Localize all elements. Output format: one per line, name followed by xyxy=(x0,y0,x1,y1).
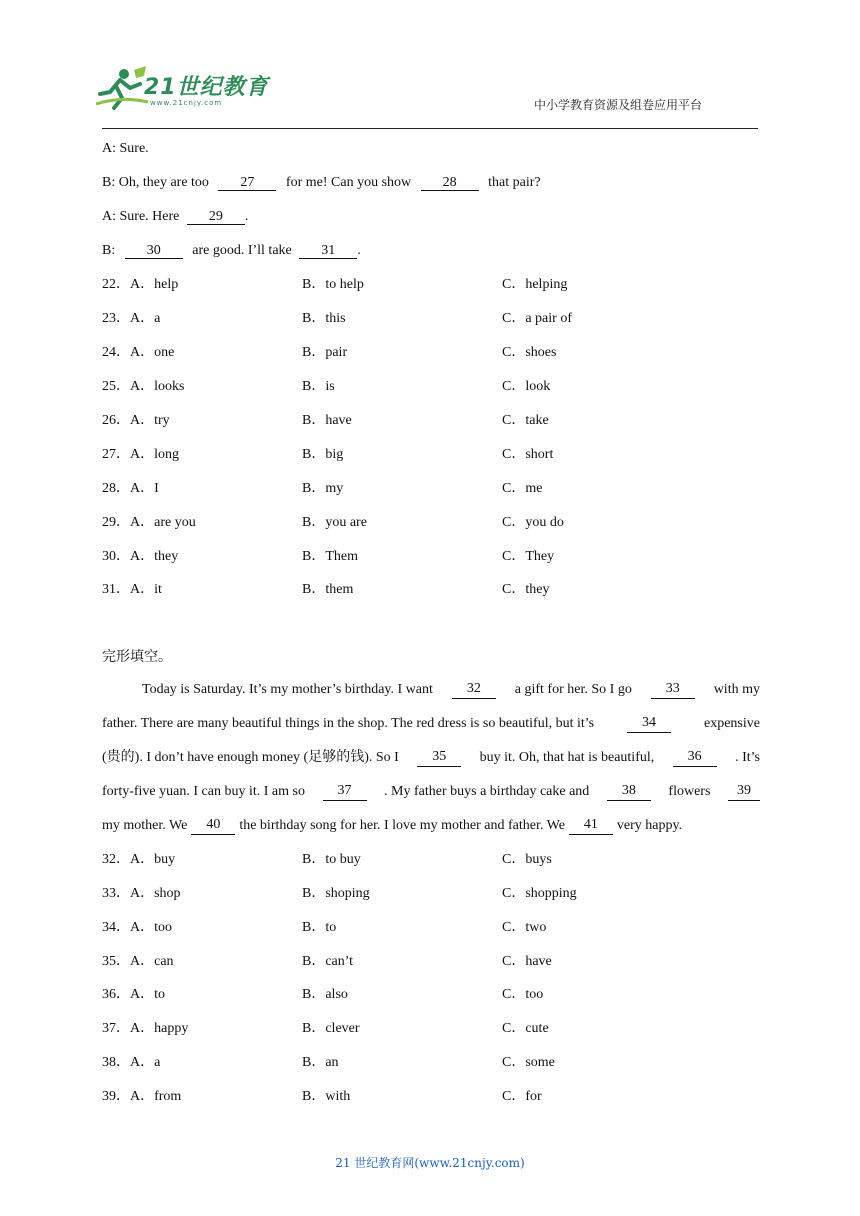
dialogue-line-4 xyxy=(102,242,361,260)
option-c[interactable]: C．cute xyxy=(502,1021,549,1036)
blank-36[interactable]: 36 xyxy=(673,749,717,767)
blank-31[interactable]: 31 xyxy=(299,243,357,259)
option-a[interactable]: 35．A．can xyxy=(102,954,174,969)
passage-text: the birthday song for her. I love my mother and father. We xyxy=(239,818,565,833)
blank-28[interactable]: 28 xyxy=(421,175,479,191)
option-b[interactable]: B．with xyxy=(302,1089,351,1104)
option-a[interactable]: 25．A．looks xyxy=(102,379,185,394)
option-a[interactable]: 24．A．one xyxy=(102,345,175,360)
question-32 xyxy=(102,851,762,869)
passage-line-2 xyxy=(102,715,760,733)
option-b[interactable]: B．clever xyxy=(302,1021,360,1036)
platform-label: 中小学教育资源及组卷应用平台 xyxy=(533,98,702,112)
passage-text: (贵的). I don’t have enough money (足够的钱). So I xyxy=(102,750,399,765)
logo-url: www.21cnjy.com xyxy=(150,99,223,107)
passage-text: with my xyxy=(713,682,760,697)
option-c[interactable]: C．they xyxy=(502,582,550,597)
passage-text: forty-five yuan. I can buy it. I am so xyxy=(102,784,305,799)
option-a[interactable]: 27．A．long xyxy=(102,447,179,462)
passage-text: expensive xyxy=(704,716,760,731)
option-b[interactable]: B．them xyxy=(302,582,354,597)
option-a[interactable]: 38．A．a xyxy=(102,1055,161,1070)
header-divider xyxy=(102,128,758,129)
option-c[interactable]: C．take xyxy=(502,413,549,428)
option-b[interactable]: B．pair xyxy=(302,345,348,360)
question-23 xyxy=(102,310,762,328)
option-c[interactable]: C．for xyxy=(502,1089,542,1104)
option-b[interactable]: B．have xyxy=(302,413,352,428)
option-c[interactable]: C．you do xyxy=(502,515,564,530)
option-c[interactable]: C．look xyxy=(502,379,551,394)
passage-text: . It’s xyxy=(735,750,760,765)
dialogue-text: B: xyxy=(102,243,119,258)
question-34 xyxy=(102,919,762,937)
option-b[interactable]: B．an xyxy=(302,1055,339,1070)
dialogue-text: that pair? xyxy=(484,175,541,190)
question-26 xyxy=(102,412,762,430)
option-a[interactable]: 22．A．help xyxy=(102,277,179,292)
passage-line-4 xyxy=(102,783,760,801)
dialogue-text: are good. I’ll take xyxy=(188,243,296,258)
option-c[interactable]: C．shoes xyxy=(502,345,557,360)
option-b[interactable]: B．this xyxy=(302,311,346,326)
option-a[interactable]: 28．A．I xyxy=(102,481,159,496)
question-33 xyxy=(102,885,762,903)
blank-41[interactable]: 41 xyxy=(569,817,613,835)
option-a[interactable]: 30．A．they xyxy=(102,549,179,564)
dialogue-text: B: Oh, they are too xyxy=(102,175,213,190)
option-c[interactable]: C．too xyxy=(502,987,544,1002)
blank-27[interactable]: 27 xyxy=(218,175,276,191)
question-29 xyxy=(102,514,762,532)
blank-37[interactable]: 37 xyxy=(323,783,367,801)
dialogue-text: . xyxy=(357,243,361,258)
option-c[interactable]: C．two xyxy=(502,920,547,935)
option-a[interactable]: 39．A．from xyxy=(102,1089,182,1104)
passage-text: very happy. xyxy=(616,818,683,833)
passage-line-3 xyxy=(102,749,760,767)
option-b[interactable]: B．you are xyxy=(302,515,367,530)
passage-text: a gift for her. So I go xyxy=(514,682,632,697)
dialogue-text: A: Sure. Here xyxy=(102,209,183,224)
option-c[interactable]: C．short xyxy=(502,447,554,462)
option-b[interactable]: B．to xyxy=(302,920,337,935)
passage-text: father. There are many beautiful things in the shop. The red dress is so beautiful, but it’s xyxy=(102,716,595,731)
option-b[interactable]: B．also xyxy=(302,987,348,1002)
passage-text: buy it. Oh, that hat is beautiful, xyxy=(479,750,655,765)
blank-32[interactable]: 32 xyxy=(452,681,496,699)
option-b[interactable]: B．can’t xyxy=(302,954,354,969)
option-c[interactable]: C．buys xyxy=(502,852,552,867)
question-38 xyxy=(102,1054,762,1072)
dialogue-line-1 xyxy=(102,140,149,158)
question-25 xyxy=(102,378,762,396)
option-b[interactable]: B．is xyxy=(302,379,335,394)
passage-line-1 xyxy=(142,681,760,699)
passage-text: . My father buys a birthday cake and xyxy=(384,784,590,799)
option-a[interactable]: 23．A．a xyxy=(102,311,161,326)
option-c[interactable]: C．helping xyxy=(502,277,568,292)
question-36 xyxy=(102,986,762,1004)
dialogue-text: for me! Can you show xyxy=(282,175,415,190)
blank-38[interactable]: 38 xyxy=(607,783,651,801)
dialogue-line-2 xyxy=(102,174,541,192)
site-logo xyxy=(96,66,269,116)
blank-29[interactable]: 29 xyxy=(187,209,245,225)
passage-line-5 xyxy=(102,817,760,835)
dialogue-text: . xyxy=(244,209,249,224)
question-27 xyxy=(102,446,762,464)
option-a[interactable]: 31．A．it xyxy=(102,582,162,597)
question-35 xyxy=(102,953,762,971)
option-b[interactable]: B．Them xyxy=(302,549,358,564)
option-c[interactable]: C．They xyxy=(502,549,555,564)
option-c[interactable]: C．me xyxy=(502,481,543,496)
question-39 xyxy=(102,1088,762,1106)
option-a[interactable]: 34．A．too xyxy=(102,920,172,935)
option-a[interactable]: 36．A．to xyxy=(102,987,165,1002)
option-a[interactable]: 26．A．try xyxy=(102,413,170,428)
question-30 xyxy=(102,548,762,566)
runner-icon xyxy=(96,66,148,110)
option-b[interactable]: B．my xyxy=(302,481,344,496)
option-b[interactable]: B．big xyxy=(302,447,344,462)
option-a[interactable]: 33．A．shop xyxy=(102,886,181,901)
section-title: 完形填空。 xyxy=(102,649,172,665)
option-c[interactable]: C．a pair of xyxy=(502,311,572,326)
option-b[interactable]: B．to help xyxy=(302,277,364,292)
option-c[interactable]: C．shopping xyxy=(502,886,577,901)
page-footer[interactable]: 21 世纪教育网(www.21cnjy.com) xyxy=(335,1156,525,1170)
blank-33[interactable]: 33 xyxy=(651,681,695,699)
option-c[interactable]: C．have xyxy=(502,954,552,969)
blank-34[interactable]: 34 xyxy=(627,715,671,733)
blank-40[interactable]: 40 xyxy=(191,817,235,835)
question-24 xyxy=(102,344,762,362)
option-c[interactable]: C．some xyxy=(502,1055,555,1070)
option-b[interactable]: B．to buy xyxy=(302,852,361,867)
logo-text: 21世纪教育 xyxy=(144,75,269,100)
option-a[interactable]: 32．A．buy xyxy=(102,852,176,867)
option-b[interactable]: B．shoping xyxy=(302,886,370,901)
passage-text: my mother. We xyxy=(102,818,188,833)
dialogue-text: A: Sure. xyxy=(102,141,149,156)
blank-39[interactable]: 39 xyxy=(728,783,760,801)
blank-30[interactable]: 30 xyxy=(125,243,183,259)
question-37 xyxy=(102,1020,762,1038)
option-a[interactable]: 37．A．happy xyxy=(102,1021,189,1036)
blank-35[interactable]: 35 xyxy=(417,749,461,767)
option-a[interactable]: 29．A．are you xyxy=(102,515,196,530)
dialogue-line-3 xyxy=(102,208,248,226)
page-header xyxy=(0,0,860,132)
passage-text: Today is Saturday. It’s my mother’s birthday. I want xyxy=(142,682,433,697)
question-28 xyxy=(102,480,762,498)
question-22 xyxy=(102,276,762,294)
passage-text: flowers xyxy=(668,784,711,799)
question-31 xyxy=(102,581,762,599)
